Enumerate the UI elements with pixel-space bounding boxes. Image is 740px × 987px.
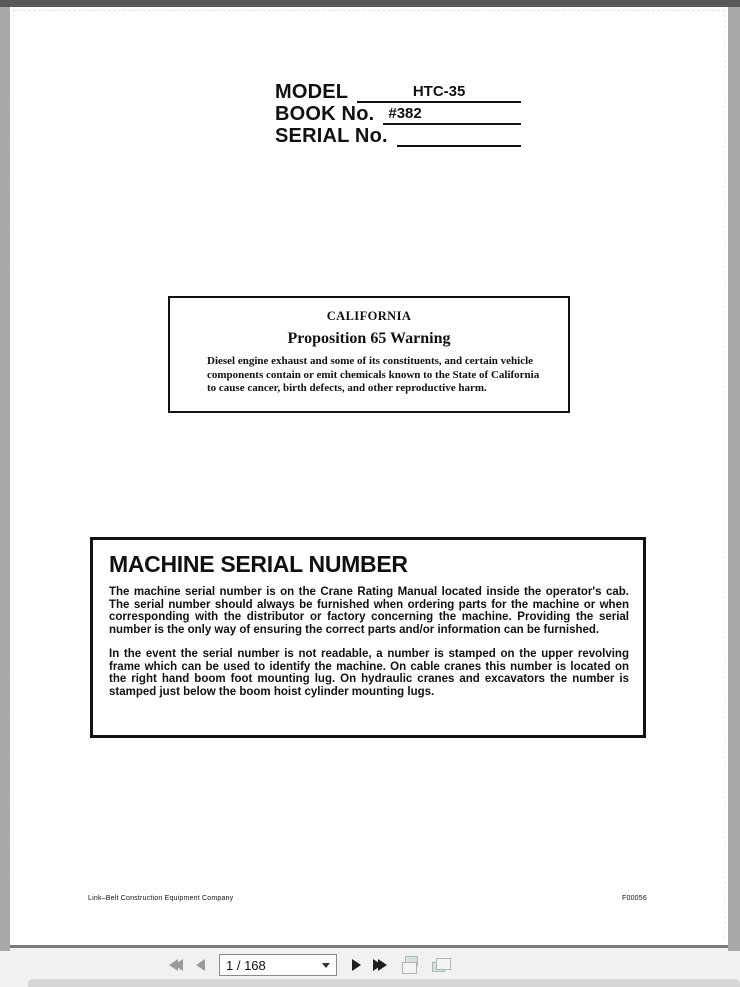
california-warning-box [168, 296, 570, 413]
first-page-button[interactable] [164, 954, 188, 976]
overlapping-pages-icon-b[interactable] [431, 956, 452, 975]
last-page-button[interactable] [368, 954, 392, 976]
serial-paragraph-1: The machine serial number is on the Crane Rating Manual located inside the operator's cab. The serial number should always be furnished when ordering parts for the machine or when corresponding with the distributor or factory concerning the machine. Providing the serial number is the only way of ensuring the correct parts and/or information can be furnished. [109, 586, 629, 636]
document-page [10, 7, 728, 948]
viewer-left-margin [0, 7, 10, 951]
book-no-row [275, 103, 521, 125]
chevron-down-icon [322, 963, 330, 968]
machine-serial-number-box [90, 537, 646, 738]
next-section-top-edge [28, 979, 740, 987]
book-no-label: BOOK No. [275, 103, 375, 125]
page-number-select[interactable] [219, 954, 337, 976]
serial-no-row [275, 125, 521, 147]
book-no-value-underline: #382 [383, 103, 521, 125]
pager-toolbar [0, 951, 740, 980]
california-title: CALIFORNIA [326, 309, 412, 323]
model-row [275, 81, 521, 103]
serial-no-value-underline [397, 125, 521, 147]
proposition-65-subtitle: Proposition 65 Warning [287, 330, 451, 347]
model-value-underline: HTC-35 [357, 81, 521, 103]
form-number-text: F00056 [622, 895, 647, 902]
pager-controls [164, 954, 452, 976]
model-header-block [275, 81, 521, 147]
next-page-icon [352, 959, 361, 971]
serial-paragraph-2: In the event the serial number is not readable, a number is stamped on the upper revolving frame which can be used to identify the machine. On cable cranes this number is located on the right hand boom foot mounting lug. On hydraulic cranes and excavators the number is stamped just below the boom hoist cylinder mounting lugs. [109, 648, 629, 698]
viewer-right-margin [728, 7, 740, 951]
serial-no-label: SERIAL No. [275, 125, 388, 147]
page-indicator: 1 / 168 [226, 957, 266, 973]
model-label: MODEL [275, 81, 349, 103]
viewer-top-edge [0, 0, 740, 7]
machine-serial-title: MACHINE SERIAL NUMBER [109, 551, 408, 577]
california-warning-text: Diesel engine exhaust and some of its constituents, and certain vehicle components contain or emit chemicals known to the State of California to cause cancer, birth defects, and other reproductive harm. [207, 355, 540, 394]
company-footer-text: Link–Belt Construction Equipment Company [88, 895, 234, 902]
next-page-button[interactable] [344, 954, 368, 976]
previous-page-icon [196, 959, 205, 971]
previous-page-button[interactable] [188, 954, 212, 976]
overlapping-pages-icon-a[interactable] [401, 956, 422, 975]
